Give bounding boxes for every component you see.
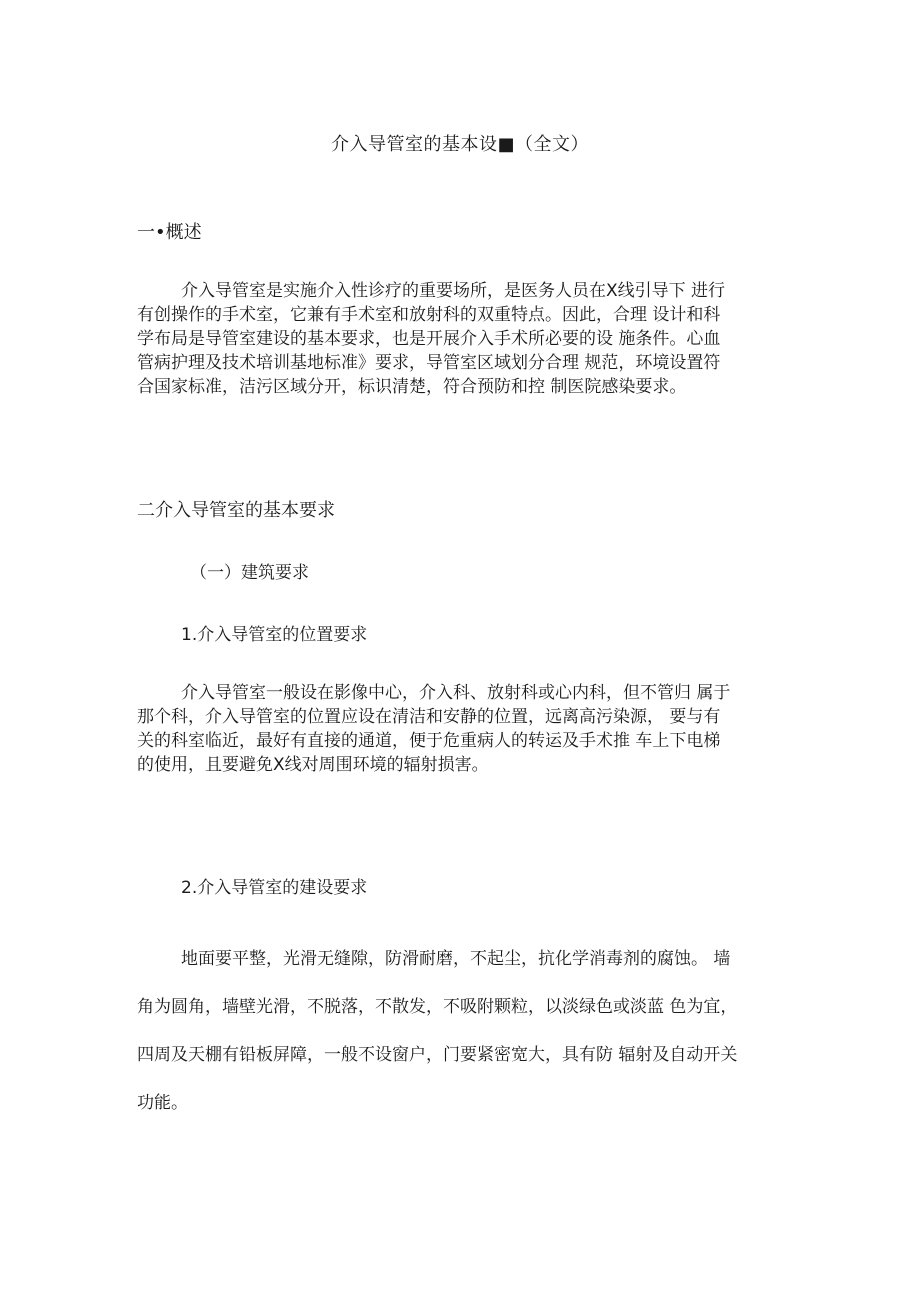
- paragraph-line: 管病护理及技术培训基地标准》要求，导管室区域划分合理 规范，环境设置符: [137, 353, 721, 373]
- item-heading-construction: 2.介入导管室的建设要求: [181, 878, 368, 898]
- paragraph-line: 有创操作的手术室，它兼有手术室和放射科的双重特点。因此，合理 设计和科: [137, 305, 721, 325]
- construction-paragraph: [137, 935, 787, 1127]
- paragraph-line: 介入导管室是实施介入性诊疗的重要场所，是医务人员在X线引导下 进行: [181, 281, 726, 301]
- overview-paragraph: [137, 279, 787, 399]
- paragraph-line: 学布局是导管室建设的基本要求，也是开展介入手术所必要的设 施条件。心血: [137, 329, 721, 349]
- paragraph-line: 那个科，介入导管室的位置应设在清洁和安静的位置，远离高污染源， 要与有: [137, 707, 721, 727]
- section-heading-overview: 一•概述: [137, 222, 202, 243]
- document-title: 介入导管室的基本设■（全文）: [330, 134, 589, 155]
- paragraph-line: 介入导管室一般设在影像中心，介入科、放射科或心内科，但不管归 属于: [181, 683, 731, 703]
- paragraph-line: 角为圆角，墙壁光滑，不脱落，不散发，不吸附颗粒，以淡绿色或淡蓝 色为宜，: [137, 997, 738, 1017]
- paragraph-line: 功能。: [137, 1093, 188, 1113]
- paragraph-line: 的使用，且要避免X线对周围环境的辐射损害。: [137, 755, 489, 775]
- subsection-heading-building: （一）建筑要求: [190, 563, 309, 583]
- paragraph-line: 四周及天棚有铅板屏障，一般不设窗户，门要紧密宽大，具有防 辐射及自动开关: [137, 1045, 738, 1065]
- section-heading-requirements: 二介入导管室的基本要求: [137, 500, 335, 521]
- paragraph-line: 合国家标准，洁污区域分开，标识清楚，符合预防和控 制医院感染要求。: [137, 377, 687, 397]
- item-heading-location: 1.介入导管室的位置要求: [181, 625, 368, 645]
- paragraph-line: 地面要平整，光滑无缝隙，防滑耐磨，不起尘，抗化学消毒剂的腐蚀。 墙: [181, 949, 731, 969]
- paragraph-line: 关的科室临近，最好有直接的通道，便于危重病人的转运及手术推 车上下电梯: [137, 731, 721, 751]
- location-paragraph: [137, 681, 787, 777]
